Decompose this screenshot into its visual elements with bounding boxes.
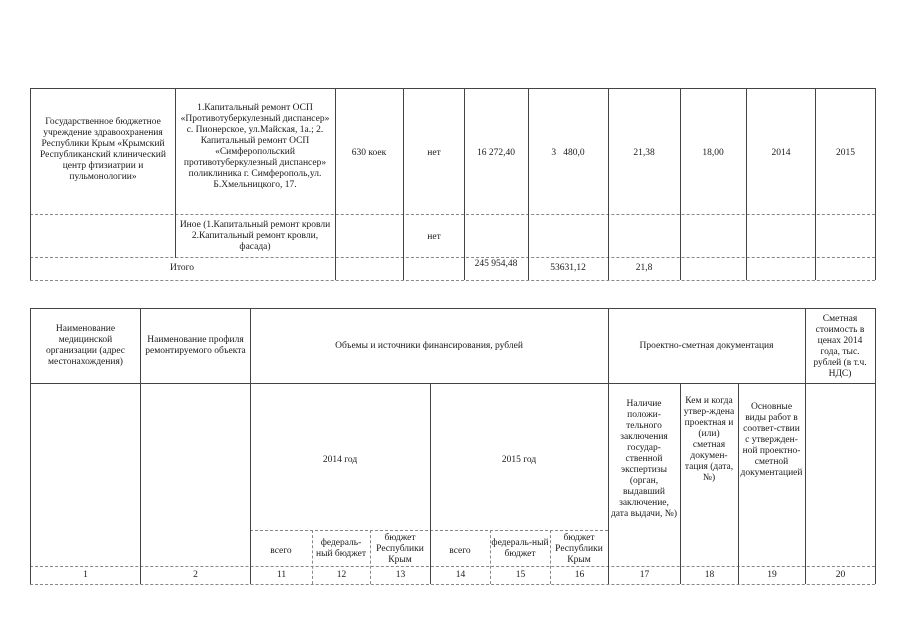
sub-total-2015: всего <box>449 545 471 556</box>
sub-republic-2014: бюджет Республики Крым <box>376 532 424 565</box>
year-start-cell: 2014 <box>771 147 791 158</box>
flag-cell-2: нет <box>427 231 441 242</box>
design-works-header: Основные виды работ в соответ-ствии с утвержден-ной проектно-сметной документацией <box>740 401 803 478</box>
col-design-header: Проектно-сметная документация <box>639 340 774 351</box>
sub-total-2014: всего <box>270 545 292 556</box>
year-2014-header: 2014 год <box>322 454 358 465</box>
col-number: 20 <box>835 569 846 580</box>
col-number: 13 <box>395 569 406 580</box>
col-number: 12 <box>336 569 347 580</box>
col-number: 16 <box>574 569 585 580</box>
object-description-cell: 1.Капитальный ремонт ОСП «Противотуберкулезный диспансер» с. Пионерское, ул.Майская, 1а.; 2. Капитальный ремонт ОСП «Симферопольский противотуберкулезный диспансер» поликлиника г. Симферополь,ул. Б.Хмельницкого, 17. <box>180 103 330 190</box>
col-profile-header: Наименование профиля ремонтируемого объекта <box>145 335 246 356</box>
col-finance-header: Объемы и источники финансирования, рублей <box>335 340 523 351</box>
year-end-cell: 2015 <box>836 147 855 158</box>
total-percent: 21,8 <box>635 262 653 273</box>
col-number: 15 <box>515 569 526 580</box>
org-name-cell: Государственное бюджетное учреждение здравоохранения Республики Крым «Крымский Республиканский клинический центр фтизиатрии и пульмонологии» <box>40 117 166 182</box>
col-number: 1 <box>83 569 88 580</box>
total-amount-2: 53631,12 <box>550 262 586 273</box>
design-expertise-header: Наличие положи-тельного заключения государ-ственной экспертизы (орган, выдавший заключение, дата выдачи, №) <box>610 398 678 519</box>
total-label: Итого <box>169 262 195 273</box>
object-other-cell: Иное (1.Капитальный ремонт кровли 2.Капитальный ремонт кровли, фасада) <box>179 219 331 252</box>
col-estimate-header: Сметная стоимость в ценах 2014 года, тыс. рублей (в т.ч. НДС) <box>813 314 867 379</box>
sub-federal-2015: федераль-ный бюджет <box>491 538 549 559</box>
col-number: 2 <box>193 569 198 580</box>
col-org-header: Наименование медицинской организации (адрес местонахождения) <box>45 324 125 367</box>
design-approved-header: Кем и когда утвер-ждена проектная и (или) сметная докумен-тация (дата, №) <box>683 396 735 483</box>
year-2015-header: 2015 год <box>501 454 537 465</box>
col-number: 17 <box>639 569 650 580</box>
amount-cell: 16 272,40 <box>477 147 515 158</box>
percent-cell: 21,38 <box>633 147 655 158</box>
col-number: 11 <box>276 569 287 580</box>
col-number: 14 <box>455 569 466 580</box>
flag-cell-1: нет <box>427 147 441 158</box>
total-amount: 245 954,48 <box>474 258 518 269</box>
col-number: 19 <box>767 569 777 580</box>
capacity-cell: 630 коек <box>351 147 387 158</box>
value-cell: 18,00 <box>702 147 724 158</box>
col-number: 18 <box>704 569 715 580</box>
sub-republic-2015: бюджет Республики Крым <box>555 532 603 565</box>
sub-federal-2014: федераль-ный бюджет <box>315 538 366 559</box>
amount-2-cell: 3 480,0 <box>551 147 585 158</box>
